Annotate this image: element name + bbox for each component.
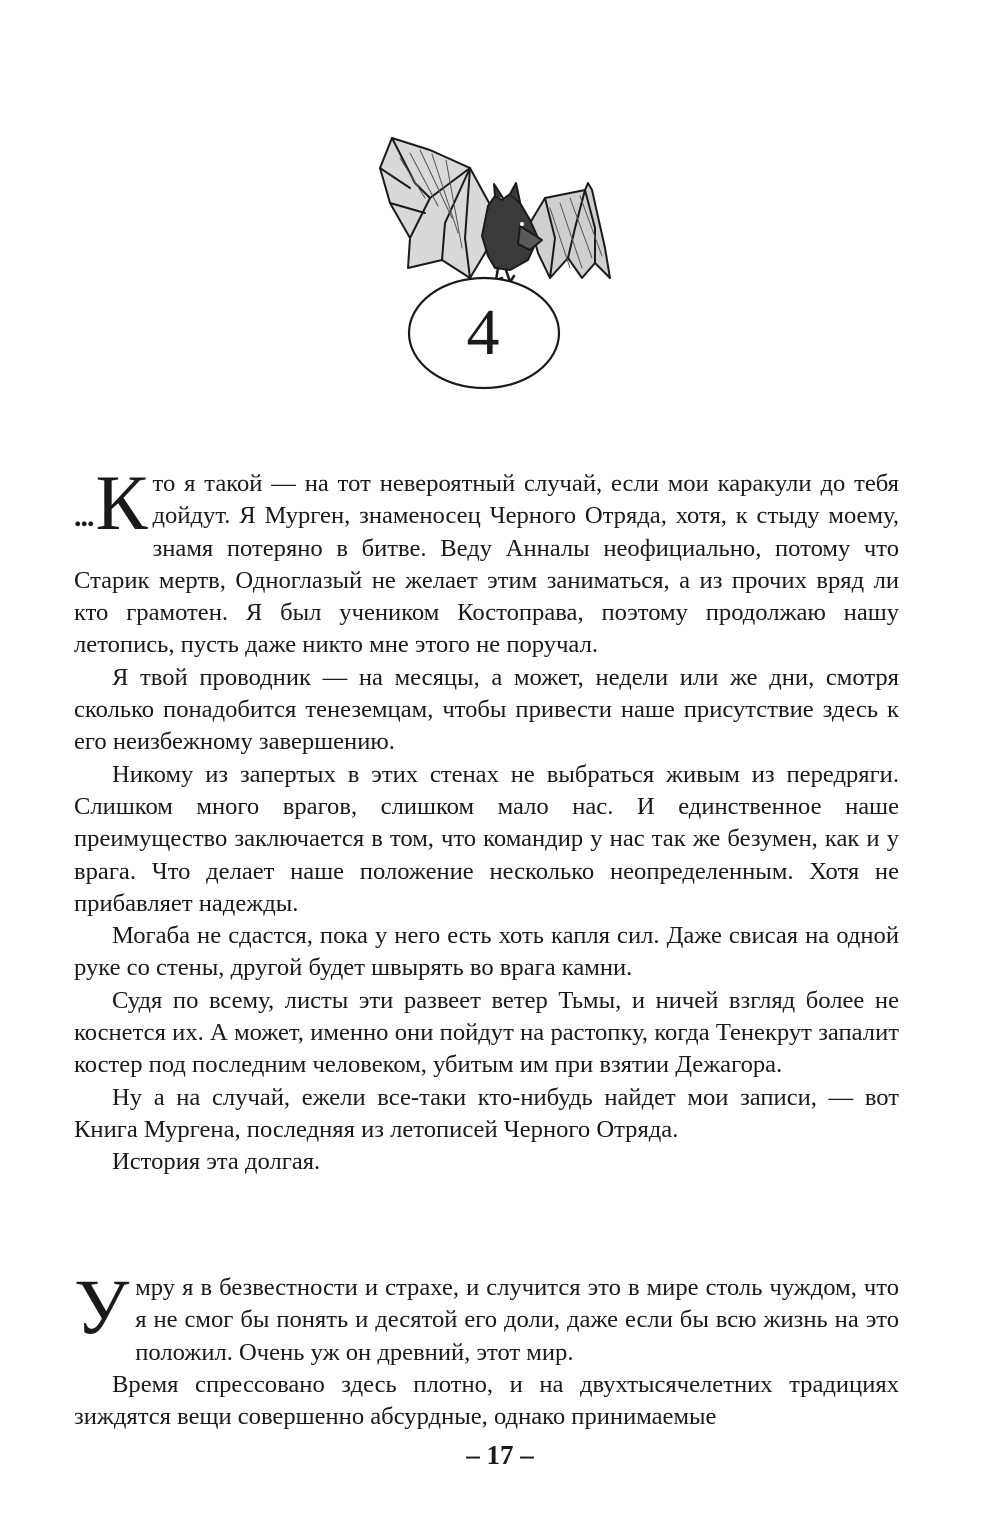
section-2 (74, 1263, 899, 1433)
paragraph: История эта долгая. (112, 1148, 321, 1176)
paragraph: Ну а на случай, ежели все-таки кто-нибудь найдет мои записи, — вот Книга Мургена, последняя из летописей Черного Отряда. (74, 1083, 899, 1143)
page-number: – 17 – (466, 1440, 534, 1470)
paragraph: Могаба не сдастся, пока у него есть хоть капля сил. Даже свисая на одной руке со стены, другой будет швырять во врага камни. (74, 922, 899, 982)
section-1 (74, 459, 899, 1179)
dropcap-group (74, 459, 148, 546)
dropcap-letter: К (95, 459, 148, 546)
paragraph: Время спрессовано здесь плотно, и на двухтысячелетних традициях зиждятся вещи совершенно абсурдные, однако принимаемые (74, 1370, 899, 1431)
paragraph: Я твой проводник — на месяцы, а может, недели или же дни, смотря сколько понадобится тенеземцам, чтобы привести наше присутствие здесь к его неизбежному завершению. (74, 663, 899, 756)
chapter-number: 4 (466, 296, 500, 369)
paragraph: мру я в безвестности и страхе, и случится это в мире столь чуждом, что я не смог бы понять и десятой его доли, даже если бы всю жизнь на это положил. Очень уж он древний, этот мир. (135, 1274, 899, 1366)
dropcap-ellipsis: ... (74, 500, 94, 533)
paragraph: Судя по всему, листы эти развеет ветер Тьмы, и ничей взгляд более не коснется их. А может, именно они пойдут на растопку, когда Тенекрут запалит костер под последним человеком, убитым им при взятии Дежагора. (74, 986, 899, 1079)
dropcap-letter: У (74, 1263, 130, 1350)
paragraph: то я такой — на тот невероятный случай, если мои каракули до тебя дойдут. Я Мурген, знаменосец Черного Отряда, хотя, к стыду моему, знамя потеряно в битве. Веду Анналы неофициально, потому что Старик мертв, Одноглазый не желает этим заниматься, а из прочих вряд ли кто грамотен. Я был учеником Костоправа, поэтому продолжаю нашу летопись, пусть даже никто мне этого не поручал. (74, 470, 899, 659)
paragraph: Никому из запертых в этих стенах не выбраться живым из передряги. Слишком много врагов, слишком мало нас. И единственное наше преимущество заключается в том, что командир у нас так же безумен, как и у врага. Что делает наше положение несколько неопределенным. Хотя не прибавляет надежды. (74, 760, 899, 917)
